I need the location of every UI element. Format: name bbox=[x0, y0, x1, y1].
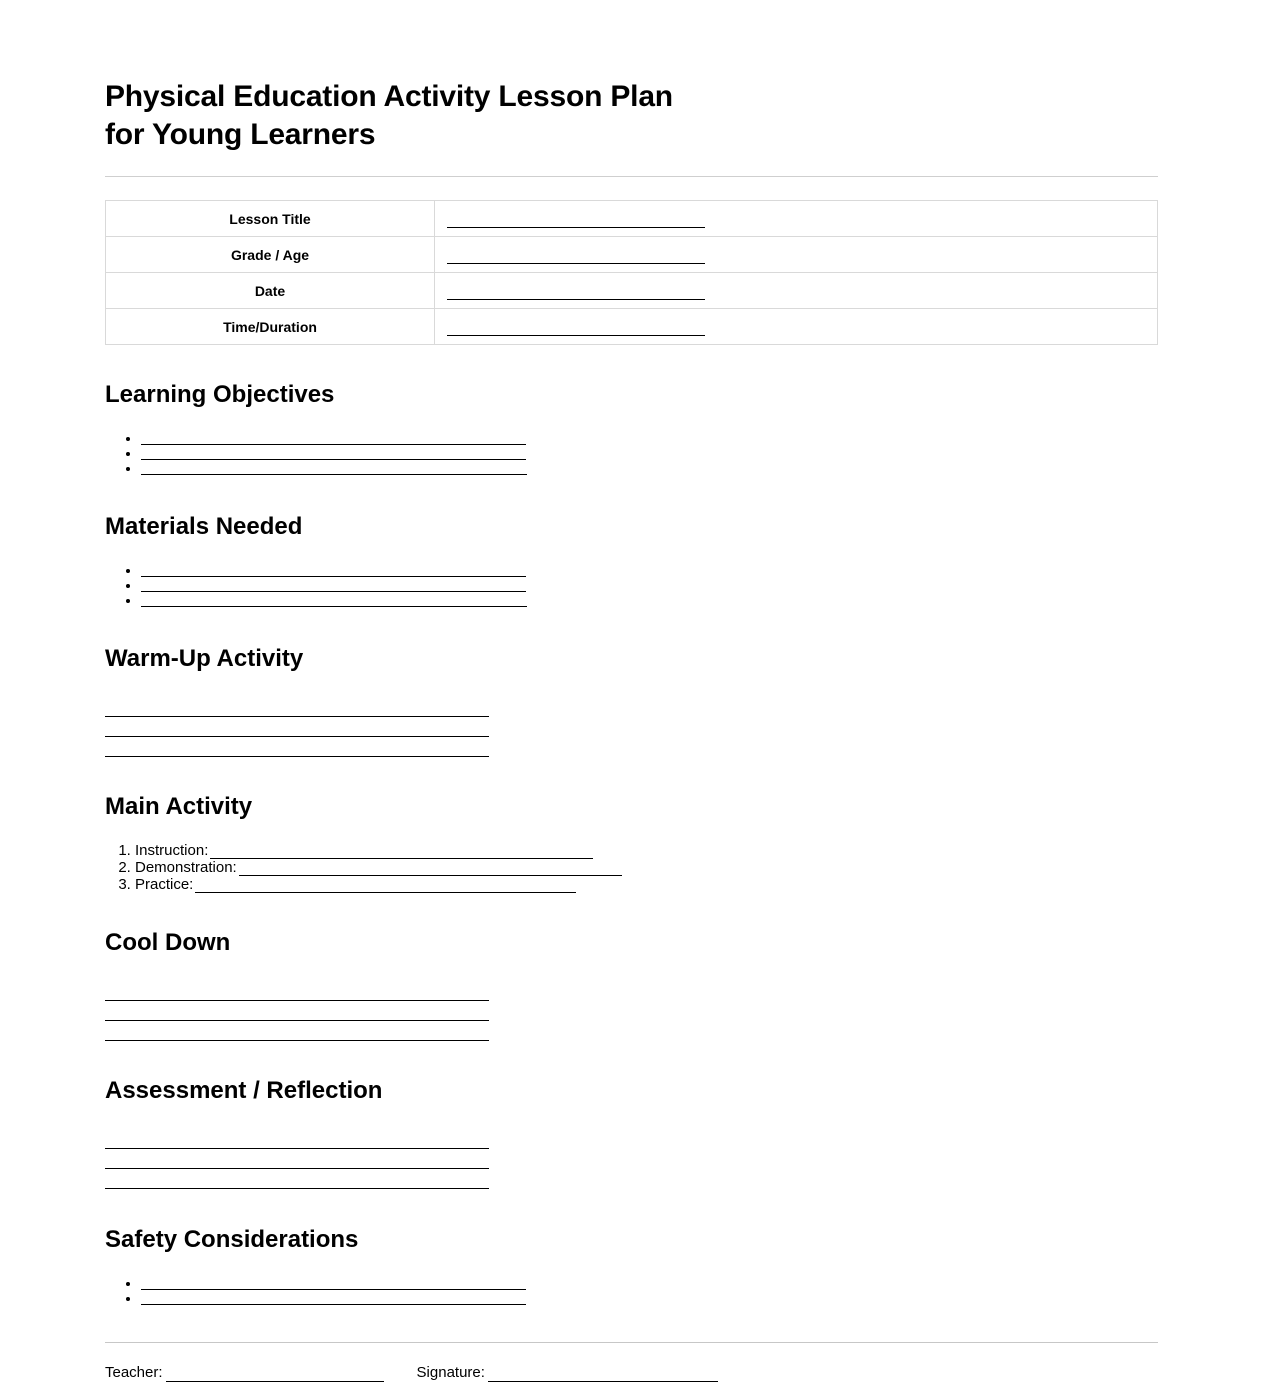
table-row bbox=[106, 237, 1158, 273]
warm-up-line-3[interactable] bbox=[105, 737, 489, 757]
material-line-1[interactable] bbox=[141, 563, 526, 577]
page-title-line-1: Physical Education Activity Lesson Plan bbox=[105, 80, 673, 113]
cool-down-line-3[interactable] bbox=[105, 1021, 489, 1041]
list-item[interactable] bbox=[135, 859, 1158, 876]
section-heading-main-activity: Main Activity bbox=[105, 793, 253, 820]
page-content bbox=[105, 0, 1158, 1382]
safety-line-1[interactable] bbox=[141, 1276, 526, 1290]
cool-down-line-1[interactable] bbox=[105, 981, 489, 1001]
info-value-date[interactable] bbox=[435, 273, 1158, 309]
assessment-line-3[interactable] bbox=[105, 1169, 489, 1189]
table-row bbox=[106, 201, 1158, 237]
info-label-date: Date bbox=[106, 273, 435, 309]
section-heading-learning-objectives: Learning Objectives bbox=[105, 381, 335, 408]
main-activity-line-instruction[interactable] bbox=[210, 846, 593, 859]
page-title-line-2: for Young Learners bbox=[105, 118, 376, 151]
info-label-time-duration: Time/Duration bbox=[106, 309, 435, 345]
lesson-title-input-line[interactable] bbox=[447, 213, 705, 228]
info-value-grade-age[interactable] bbox=[435, 237, 1158, 273]
page-title bbox=[105, 0, 1158, 154]
main-activity-label-practice: Practice: bbox=[135, 876, 194, 893]
objective-line-1[interactable] bbox=[141, 431, 526, 445]
lesson-info-table bbox=[105, 200, 1158, 345]
signature-label: Signature: bbox=[416, 1364, 485, 1381]
info-label-lesson-title: Lesson Title bbox=[106, 201, 435, 237]
list-item[interactable] bbox=[141, 563, 1158, 578]
list-item[interactable] bbox=[141, 593, 1158, 608]
grade-age-input-line[interactable] bbox=[447, 249, 705, 264]
main-activity-label-demonstration: Demonstration: bbox=[135, 859, 237, 876]
list-item[interactable] bbox=[141, 1276, 1158, 1291]
teacher-label: Teacher: bbox=[105, 1364, 163, 1381]
assessment-line-1[interactable] bbox=[105, 1129, 489, 1149]
list-item[interactable] bbox=[141, 431, 1158, 446]
safety-considerations-list bbox=[105, 1276, 1158, 1306]
footer-divider bbox=[105, 1342, 1158, 1343]
material-line-2[interactable] bbox=[141, 578, 526, 592]
assessment-reflection-lines bbox=[105, 1129, 1158, 1189]
teacher-input-line[interactable] bbox=[166, 1369, 384, 1382]
list-item[interactable] bbox=[135, 876, 1158, 893]
list-item[interactable] bbox=[141, 446, 1158, 461]
info-value-lesson-title[interactable] bbox=[435, 201, 1158, 237]
section-heading-warm-up-activity: Warm-Up Activity bbox=[105, 645, 304, 672]
signature-input-line[interactable] bbox=[488, 1369, 718, 1382]
warm-up-activity-lines bbox=[105, 697, 1158, 757]
objective-line-2[interactable] bbox=[141, 446, 526, 460]
time-duration-input-line[interactable] bbox=[447, 321, 705, 336]
section-heading-cool-down: Cool Down bbox=[105, 929, 231, 956]
safety-line-2[interactable] bbox=[141, 1291, 526, 1305]
warm-up-line-2[interactable] bbox=[105, 717, 489, 737]
list-item[interactable] bbox=[141, 1291, 1158, 1306]
list-item[interactable] bbox=[141, 578, 1158, 593]
main-activity-label-instruction: Instruction: bbox=[135, 842, 209, 859]
materials-needed-list bbox=[105, 563, 1158, 608]
list-item[interactable] bbox=[141, 461, 1158, 476]
title-divider bbox=[105, 176, 1158, 177]
warm-up-line-1[interactable] bbox=[105, 697, 489, 717]
assessment-line-2[interactable] bbox=[105, 1149, 489, 1169]
objective-line-3[interactable] bbox=[141, 461, 527, 475]
section-heading-assessment-reflection: Assessment / Reflection bbox=[105, 1077, 383, 1104]
list-item[interactable] bbox=[135, 842, 1158, 859]
cool-down-lines bbox=[105, 981, 1158, 1041]
signature-footer bbox=[105, 1364, 1158, 1382]
section-heading-materials-needed: Materials Needed bbox=[105, 513, 303, 540]
date-input-line[interactable] bbox=[447, 285, 705, 300]
table-row bbox=[106, 273, 1158, 309]
table-row bbox=[106, 309, 1158, 345]
main-activity-list bbox=[105, 842, 1158, 893]
cool-down-line-2[interactable] bbox=[105, 1001, 489, 1021]
info-label-grade-age: Grade / Age bbox=[106, 237, 435, 273]
section-heading-safety-considerations: Safety Considerations bbox=[105, 1226, 359, 1253]
main-activity-line-demonstration[interactable] bbox=[239, 863, 622, 876]
learning-objectives-list bbox=[105, 431, 1158, 476]
material-line-3[interactable] bbox=[141, 593, 527, 607]
main-activity-line-practice[interactable] bbox=[195, 880, 576, 893]
info-value-time-duration[interactable] bbox=[435, 309, 1158, 345]
